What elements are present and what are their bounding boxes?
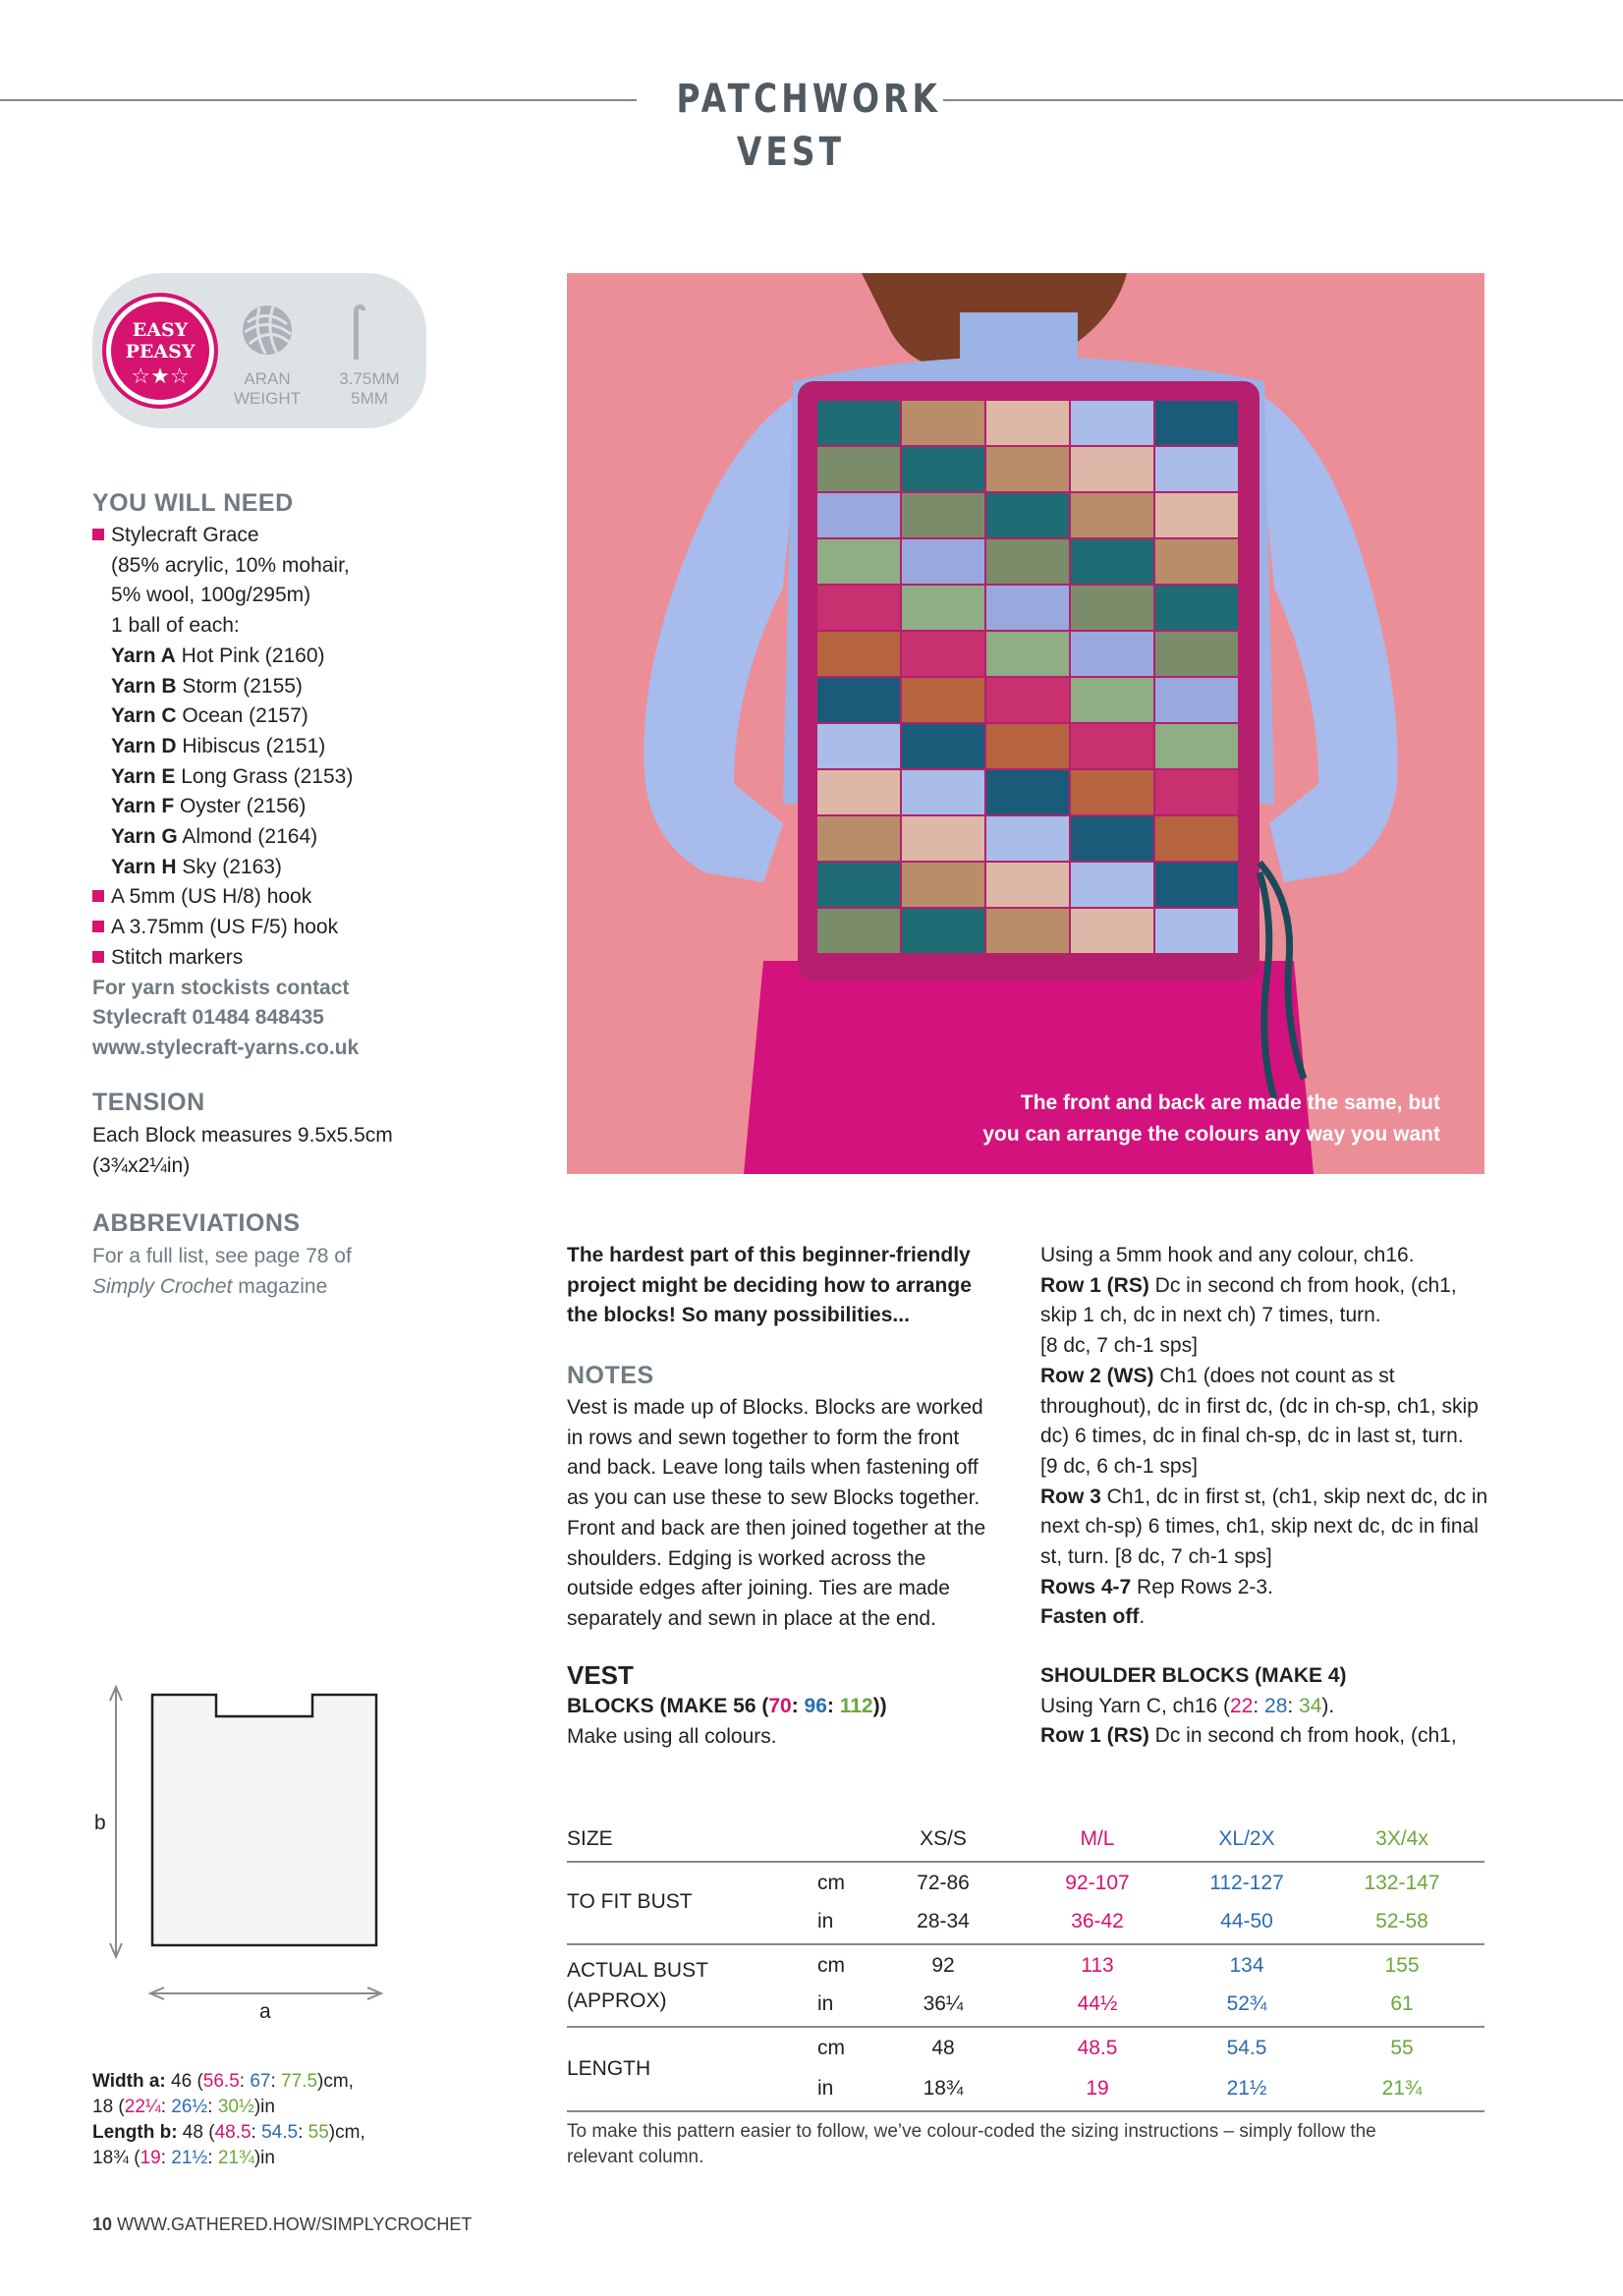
shoulder-row-1-label: Row 1 (RS) [1040, 1724, 1149, 1748]
page-footer [92, 2214, 472, 2235]
width-in-sep1: : [160, 2097, 172, 2117]
yarn-b-label: Yarn B [111, 674, 177, 698]
yarn-d-label: Yarn D [111, 734, 177, 757]
caption-line-2: you can arrange the colours any way you want [982, 1123, 1440, 1146]
yarn-ball-icon [240, 303, 295, 358]
yarn-desc-3: 1 ball of each: [111, 614, 240, 638]
vest-block [817, 447, 900, 491]
abbreviations-line-2 [92, 1272, 446, 1303]
yarn-b-value: Storm (2155) [182, 674, 303, 698]
size-header-s4: 3X/4x [1375, 1827, 1428, 1850]
row-3 [1040, 1483, 1502, 1513]
vest-block [817, 586, 900, 630]
stockists-link[interactable]: www.stylecraft-yarns.co.uk [92, 1036, 360, 1059]
actual-bust-in-s3: 52¾ [1226, 1992, 1267, 2015]
yarn-c-value: Ocean (2157) [182, 704, 308, 728]
notes-line-3: and back. Leave long tails when fastening off [567, 1456, 979, 1480]
notes-text [567, 1393, 1029, 1635]
actual-bust-cm-s1: 92 [931, 1954, 955, 1977]
photo-caption [982, 1088, 1440, 1150]
actual-bust-label: ACTUAL BUST [567, 1959, 708, 1982]
shoulder-row-1-text: Dc in second ch from hook, (ch1, [1148, 1724, 1457, 1748]
vest-block [817, 770, 900, 814]
shoulder-line-end: ). [1321, 1694, 1335, 1717]
yarn-h-label: Yarn H [111, 855, 177, 878]
row-2-text: Ch1 (does not count as st [1153, 1364, 1395, 1387]
row-3-line-2: next ch-sp) 6 times, ch1, skip next dc, dc in final [1040, 1515, 1479, 1539]
blocks-size-4: 112 [839, 1695, 873, 1717]
blocks-section [567, 1692, 1029, 1752]
length-dim-cm-sep2: : [298, 2122, 308, 2143]
yarn-a-label: Yarn A [111, 644, 176, 667]
vest-block [902, 632, 984, 676]
yarn-b [92, 672, 446, 702]
fit-bust-cm-s3: 112-127 [1209, 1872, 1284, 1894]
yarn-f-value: Oyster (2156) [180, 795, 307, 818]
caption-line-1: The front and back are made the same, but [1020, 1092, 1440, 1114]
actual-bust-cm-s3: 134 [1229, 1954, 1264, 1977]
size-header-s1: XS/S [920, 1827, 967, 1850]
yarn-weight-line-1: ARAN [244, 369, 291, 388]
fit-bust-in-s2: 36-42 [1071, 1910, 1124, 1932]
vest-block [986, 447, 1069, 491]
row-3-label: Row 3 [1040, 1484, 1101, 1508]
shoulder-section [1040, 1661, 1502, 1752]
yarn-a-value: Hot Pink (2160) [181, 644, 325, 667]
intro-text [567, 1241, 1019, 1331]
vest-block [1155, 539, 1238, 584]
fit-bust-in-s4: 52-58 [1375, 1910, 1428, 1932]
row-2-line-3: dc) 6 times, dc in final ch-sp, dc in last st, turn. [1040, 1425, 1464, 1448]
page-title: PATCHWORK VEST [676, 77, 941, 175]
length-dim-cm-s2: 48.5 [214, 2122, 252, 2143]
footer-url[interactable]: WWW.GATHERED.HOW/SIMPLYCROCHET [117, 2214, 473, 2234]
width-in-s2: 22¼ [124, 2097, 161, 2117]
vest-block [902, 493, 984, 537]
vest-photo [567, 273, 1484, 1174]
shoulder-line: Using Yarn C, ch16 (22: 28: 34). [1040, 1694, 1335, 1717]
vest-schematic [88, 1675, 403, 2009]
vest-block [817, 632, 900, 676]
length-in-s2: 19 [1086, 2077, 1109, 2100]
yarn-e [92, 762, 446, 793]
width-cm-end: )cm, [317, 2071, 354, 2092]
length-cm-s3: 54.5 [1226, 2037, 1267, 2059]
difficulty-stars: ☆★☆ [131, 364, 190, 389]
rows-4-7-label: Rows 4-7 [1040, 1575, 1132, 1598]
yarn-brand: Stylecraft Grace [92, 521, 446, 551]
vest-block [1071, 401, 1153, 445]
vest-block [1071, 586, 1153, 630]
vest-block [986, 816, 1069, 861]
length-in-line [92, 2146, 426, 2171]
width-in-end: )in [253, 2097, 275, 2117]
difficulty-line-1: EASY [132, 319, 189, 341]
vest-block [986, 539, 1069, 584]
vest-block [1155, 816, 1238, 861]
vest-block [986, 678, 1069, 722]
vest-block [902, 447, 984, 491]
vest-block [986, 586, 1069, 630]
vest-block [902, 770, 984, 814]
dimensions-text [92, 2069, 426, 2171]
tension-line-2: (3¾x2¼in) [92, 1153, 191, 1177]
hook-size-label [324, 369, 415, 409]
size-note-line-2: relevant column. [567, 2147, 704, 2167]
width-cm-0: 46 ( [165, 2071, 203, 2092]
vest-illustration [567, 273, 1484, 1174]
vest-block [902, 724, 984, 768]
width-cm-s3: 67 [250, 2071, 271, 2092]
magazine-name: Simply Crochet [92, 1274, 233, 1298]
item-stitch-markers: Stitch markers [92, 943, 446, 974]
vest-block [1155, 632, 1238, 676]
vest-block [817, 539, 900, 584]
fit-bust-in-s1: 28-34 [917, 1910, 970, 1932]
size-row-length [567, 2028, 1484, 2112]
fit-bust-cm-s2: 92-107 [1065, 1872, 1130, 1894]
shoulder-size-3: 28 [1264, 1694, 1288, 1717]
vest-block [1071, 493, 1153, 537]
easy-peasy-badge [102, 293, 218, 409]
vest-block [1155, 493, 1238, 537]
yarn-e-value: Long Grass (2153) [181, 764, 354, 788]
length-dim-in-s3: 21½ [171, 2148, 208, 2168]
yarn-a [92, 642, 446, 672]
size-note-line-1: To make this pattern easier to follow, we’ve colour-coded the sizing instructions – simply follow the [567, 2121, 1376, 2142]
item-hook-5mm: A 5mm (US H/8) hook [92, 882, 446, 913]
vest-block [1155, 770, 1238, 814]
difficulty-line-2: PEASY [125, 341, 196, 363]
actual-bust-in-s1: 36¼ [923, 1992, 964, 2015]
fasten-off-label: Fasten off [1040, 1605, 1140, 1629]
width-cm-line [92, 2069, 426, 2095]
length-unit-cm: cm [817, 2037, 845, 2059]
vest-block [1071, 678, 1153, 722]
size-table-note [567, 2119, 1451, 2170]
length-dim-cm-s4: 55 [308, 2122, 329, 2143]
actual-bust-label-2: (APPROX) [567, 1989, 667, 2012]
actual-bust-in-s4: 61 [1390, 1992, 1414, 2015]
notes-line-1: Vest is made up of Blocks. Blocks are worked [567, 1396, 983, 1419]
width-in-s3: 26½ [171, 2097, 208, 2117]
fit-bust-in-s3: 44-50 [1220, 1910, 1273, 1932]
blocks-heading-start: BLOCKS (MAKE 56 ( [567, 1695, 769, 1717]
yarn-f-label: Yarn F [111, 795, 175, 818]
row-3-text: Ch1, dc in first st, (ch1, skip next dc, dc in [1100, 1484, 1488, 1508]
length-cm-s1: 48 [931, 2037, 955, 2059]
blocks-heading: BLOCKS (MAKE 56 (70: 96: 112)) [567, 1695, 887, 1717]
vest-block [1071, 816, 1153, 861]
shoulder-row-1 [1040, 1721, 1502, 1752]
size-row-actual-bust [567, 1945, 1484, 2028]
stockists-line-1: For yarn stockists contact [92, 976, 350, 999]
yarn-c-label: Yarn C [111, 704, 177, 728]
dimension-label-a: a [259, 2000, 271, 2023]
vest-block [902, 909, 984, 953]
vest-block [986, 909, 1069, 953]
fit-bust-cm-s1: 72-86 [917, 1872, 970, 1894]
vest-block [902, 816, 984, 861]
tension-heading: TENSION [92, 1089, 205, 1116]
fit-bust-label: TO FIT BUST [567, 1890, 693, 1913]
vest-block [902, 678, 984, 722]
blocks-size-3: 96 [804, 1695, 827, 1717]
width-in-sep2: : [207, 2097, 218, 2117]
vest-block [1071, 632, 1153, 676]
vest-block [1155, 678, 1238, 722]
width-label: Width a: [92, 2071, 166, 2092]
vest-heading: VEST [567, 1660, 634, 1690]
width-in-0: 18 ( [92, 2097, 125, 2117]
abbreviations-heading: ABBREVIATIONS [92, 1209, 301, 1237]
actual-bust-in-s2: 44½ [1077, 1992, 1118, 2015]
vest-block [1155, 447, 1238, 491]
length-dim-cm-0: 48 ( [177, 2122, 215, 2143]
vest-block [817, 724, 900, 768]
vest-block [986, 401, 1069, 445]
rows-4-7 [1040, 1573, 1502, 1603]
shoulder-size-2: 22 [1229, 1694, 1254, 1717]
vest-block [986, 724, 1069, 768]
actual-bust-unit-in: in [817, 1992, 834, 2015]
blocks-heading-close: )) [872, 1695, 887, 1717]
shoulder-line-start: Using Yarn C, ch16 ( [1040, 1694, 1230, 1717]
size-header-label: SIZE [567, 1827, 613, 1850]
yarn-h [92, 853, 446, 883]
length-dim-cm-sep1: : [251, 2122, 262, 2143]
shoulder-heading: SHOULDER BLOCKS (MAKE 4) [1040, 1664, 1347, 1687]
vest-block [902, 586, 984, 630]
fit-bust-cm-s4: 132-147 [1364, 1872, 1440, 1894]
yarn-h-value: Sky (2163) [182, 855, 282, 878]
row-1-label: Row 1 (RS) [1040, 1273, 1149, 1297]
vest-block [817, 909, 900, 953]
tension-line-1: Each Block measures 9.5x5.5cm [92, 1124, 393, 1147]
length-dim-in-sep1: : [160, 2148, 172, 2168]
vest-block [986, 493, 1069, 537]
fasten-off-end: . [1139, 1605, 1146, 1629]
yarn-c [92, 701, 446, 732]
fit-bust-unit-cm: cm [817, 1872, 845, 1894]
notes-line-8: separately and sewn in place at the end. [567, 1606, 936, 1630]
width-in-line [92, 2095, 426, 2120]
page-number: 10 [92, 2214, 113, 2234]
row-1-text: Dc in second ch from hook, (ch1, [1148, 1273, 1457, 1297]
fasten-off [1040, 1602, 1502, 1633]
intro-line-2: project might be deciding how to arrange [567, 1273, 972, 1297]
yarn-desc-1: (85% acrylic, 10% mohair, [111, 553, 350, 577]
vest-block [902, 539, 984, 584]
header-rule-left [0, 99, 637, 101]
shoulder-size-4: 34 [1299, 1694, 1322, 1717]
abbreviations-line-2-rest: magazine [232, 1274, 328, 1298]
intro-line-3: the blocks! So many possibilities... [567, 1304, 910, 1327]
notes-line-4: as you can use these to sew Blocks together. [567, 1486, 980, 1510]
vest-block [986, 770, 1069, 814]
actual-bust-cm-s2: 113 [1081, 1954, 1114, 1977]
vest-block [817, 816, 900, 861]
length-in-s1: 18¾ [923, 2077, 964, 2100]
header-rule-right [943, 99, 1623, 101]
you-will-need-heading: YOU WILL NEED [92, 489, 294, 517]
abbreviations-line-1: For a full list, see page 78 of [92, 1245, 352, 1267]
width-cm-sep2: : [270, 2071, 282, 2092]
hook-size-line-1: 3.75MM [339, 369, 400, 388]
dimension-label-b: b [94, 1812, 106, 1834]
pattern-start: Using a 5mm hook and any colour, ch16. [1040, 1244, 1415, 1266]
length-in-s3: 21½ [1226, 2077, 1267, 2100]
row-3-line-3: st, turn. [8 dc, 7 ch-1 sps] [1040, 1545, 1272, 1569]
length-cm-s4: 55 [1390, 2037, 1414, 2059]
vest-block [1071, 724, 1153, 768]
vest-block [1071, 447, 1153, 491]
vest-block [986, 863, 1069, 907]
vest-block [1155, 863, 1238, 907]
vest-block [1155, 586, 1238, 630]
row-2 [1040, 1362, 1502, 1392]
vest-block [902, 863, 984, 907]
notes-line-5: Front and back are then joined together at the [567, 1516, 986, 1540]
length-dim-cm-end: )cm, [328, 2122, 365, 2143]
size-header-s2: M/L [1080, 1827, 1115, 1850]
yarn-weight-line-2: WEIGHT [234, 389, 301, 408]
width-cm-s4: 77.5 [281, 2071, 318, 2092]
yarn-g [92, 822, 446, 853]
pattern-text [1040, 1241, 1502, 1633]
notes-heading: NOTES [567, 1362, 654, 1389]
intro-line-1: The hardest part of this beginner-friendly [567, 1244, 971, 1266]
width-cm-s2: 56.5 [202, 2071, 240, 2092]
vest-block [817, 678, 900, 722]
vest-block [817, 493, 900, 537]
row-2-line-2: throughout), dc in first dc, (dc in ch-sp, ch1, skip [1040, 1394, 1479, 1418]
vest-block [1155, 724, 1238, 768]
crochet-hook-icon [346, 301, 369, 362]
blocks-text: Make using all colours. [567, 1724, 777, 1748]
vest-block [1155, 909, 1238, 953]
notes-line-7: outside edges after joining. Ties are made [567, 1577, 950, 1600]
vest-block [1155, 401, 1238, 445]
vest-block [902, 401, 984, 445]
vest-block [817, 863, 900, 907]
hook-size-line-2: 5MM [351, 389, 388, 408]
vest-block [1071, 770, 1153, 814]
yarn-f [92, 792, 446, 822]
abbreviations-text [92, 1242, 446, 1302]
rows-4-7-text: Rep Rows 2-3. [1131, 1575, 1273, 1598]
actual-bust-cm-s4: 155 [1384, 1954, 1420, 1977]
size-row-fit-bust [567, 1863, 1484, 1945]
size-header-row [567, 1814, 1484, 1863]
length-dim-in-0: 18¾ ( [92, 2148, 140, 2168]
stockists-line-2: Stylecraft 01484 848435 [92, 1006, 324, 1030]
length-cm-line [92, 2120, 426, 2146]
length-dim-in-s2: 19 [140, 2148, 161, 2168]
yarn-e-label: Yarn E [111, 764, 176, 788]
yarn-g-label: Yarn G [111, 825, 178, 849]
length-unit-in: in [817, 2077, 834, 2100]
length-label: LENGTH [567, 2057, 651, 2080]
vest-block [1071, 539, 1153, 584]
yarn-desc-2: 5% wool, 100g/295m) [111, 584, 311, 607]
row-1-line-3: [8 dc, 7 ch-1 sps] [1040, 1334, 1198, 1358]
yarn-g-value: Almond (2164) [182, 825, 318, 849]
length-cm-s2: 48.5 [1077, 2037, 1118, 2059]
tension-text [92, 1121, 446, 1181]
yarn-d [92, 732, 446, 762]
length-dim-label: Length b: [92, 2122, 178, 2143]
row-2-label: Row 2 (WS) [1040, 1364, 1154, 1387]
vest-block [817, 401, 900, 445]
vest-block [1071, 909, 1153, 953]
length-dim-in-sep2: : [207, 2148, 218, 2168]
length-dim-in-s4: 21¾ [217, 2148, 254, 2168]
you-will-need-list [92, 521, 446, 1064]
notes-line-2: in rows and sewn together to form the front [567, 1426, 960, 1449]
notes-line-6: shoulders. Edging is worked across the [567, 1546, 926, 1570]
vest-block [1071, 863, 1153, 907]
fit-bust-unit-in: in [817, 1910, 834, 1932]
item-hook-375mm: A 3.75mm (US F/5) hook [92, 913, 446, 943]
length-dim-in-end: )in [253, 2148, 275, 2168]
blocks-size-2: 70 [768, 1695, 792, 1717]
actual-bust-unit-cm: cm [817, 1954, 845, 1977]
width-cm-sep1: : [239, 2071, 251, 2092]
vest-block [986, 632, 1069, 676]
width-in-s4: 30½ [217, 2097, 254, 2117]
row-1 [1040, 1271, 1502, 1302]
row-1-line-2: skip 1 ch, dc in next ch) 7 times, turn. [1040, 1304, 1381, 1327]
size-header-s3: XL/2X [1218, 1827, 1275, 1850]
yarn-d-value: Hibiscus (2151) [182, 734, 326, 757]
yarn-weight-label [222, 369, 312, 409]
row-2-line-4: [9 dc, 6 ch-1 sps] [1040, 1454, 1198, 1478]
length-in-s4: 21¾ [1381, 2077, 1423, 2100]
length-dim-cm-s3: 54.5 [261, 2122, 299, 2143]
